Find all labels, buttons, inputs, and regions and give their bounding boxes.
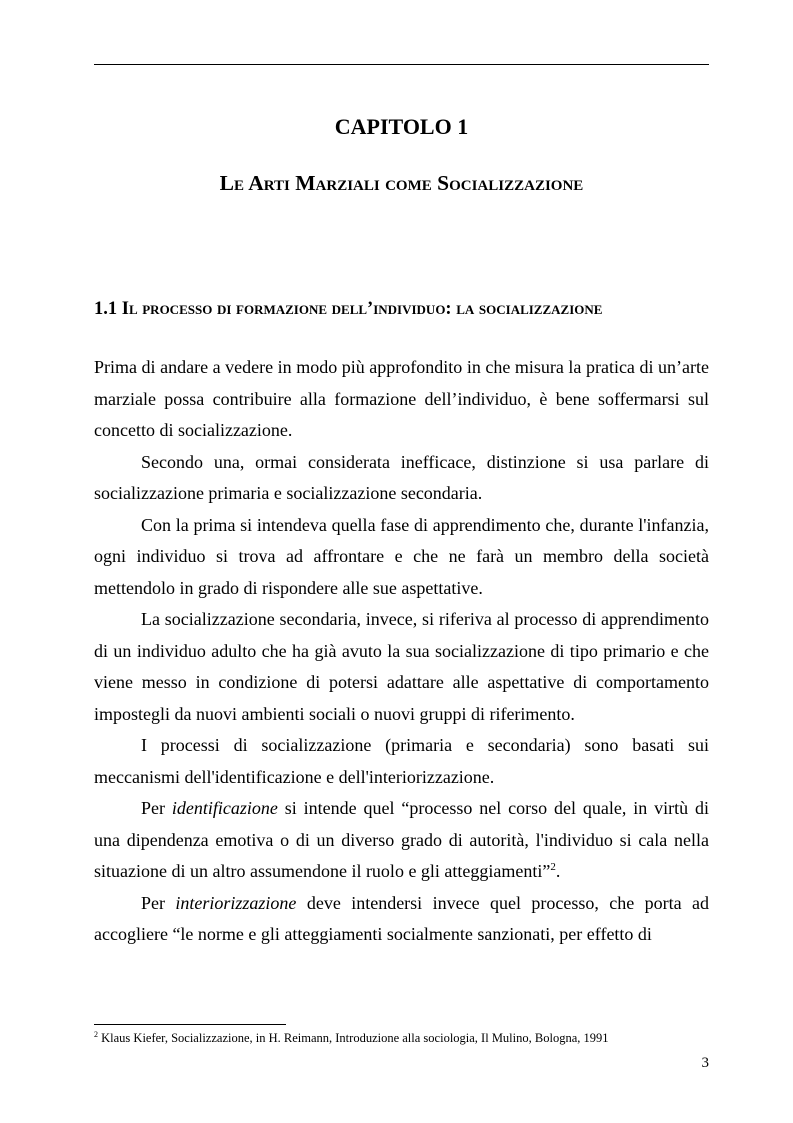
page-number: 3 [701,1055,709,1071]
paragraph: Secondo una, ormai considerata inefficace, distinzione si usa parlare di socializzazione primaria e socializzazione secondaria. [94,451,709,503]
footnote-reference[interactable]: 2 [550,861,556,873]
footnote [94,1030,709,1046]
section-heading: 1.1 Il processo di formazione dell’individuo: la socializzazione [94,299,603,319]
term-interiorizzazione: interiorizzazione [175,892,297,913]
chapter-number: CAPITOLO 1 [334,114,469,139]
paragraph-rest: si intende quel “processo nel corso del quale, in virtù di una dipendenza emotiva o di un diverso grado di autorità, l'individuo si cala nella situazione di un altro assumendone il ruolo e gli atteggiamenti” [94,798,709,881]
footnote-rule [94,1024,286,1025]
paragraph-end: . [555,861,561,881]
paragraph-lead: Per [141,798,172,818]
paragraph: Con la prima si intendeva quella fase di apprendimento che, durante l'infanzia, ogni individuo si trova ad affrontare e che ne farà un membro della società mettendolo in grado di rispondere alle sue aspettative. [94,514,709,598]
body-text [94,352,709,951]
paragraph-lead: Per [141,892,176,913]
footnote-text: Klaus Kiefer, Socializzazione, in H. Reimann, Introduzione alla sociologia, Il Mulino, Bologna, 1991 [98,1031,609,1045]
paragraph-rest: deve intendersi invece quel processo, che porta ad accogliere “le norme e gli atteggiamenti socialmente sanzionati, per effetto di [94,892,709,944]
paragraph: La socializzazione secondaria, invece, si riferiva al processo di apprendimento di un individuo adulto che ha già avuto la sua socializzazione di tipo primario e che viene messo in condizione di potersi adattare alle aspettative di comportamento impostegli da nuovi ambienti sociali o nuovi gruppi di riferimento. [94,609,709,724]
paragraph: Prima di andare a vedere in modo più approfondito in che misura la pratica di un’arte marziale possa contribuire alla formazione dell’individuo, è bene soffermarsi sul concetto di socializzazione. [94,357,709,440]
paragraph-interiorizzazione [94,888,709,951]
header-rule [94,64,709,65]
paragraph: I processi di socializzazione (primaria e secondaria) sono basati sui meccanismi dell'identificazione e dell'interiorizzazione. [94,735,709,787]
chapter-title: Le Arti Marziali come Socializzazione [219,171,584,195]
footnote-marker: 2 [94,1029,98,1039]
term-identificazione: identificazione [171,798,278,818]
paragraph-identificazione [94,793,709,888]
